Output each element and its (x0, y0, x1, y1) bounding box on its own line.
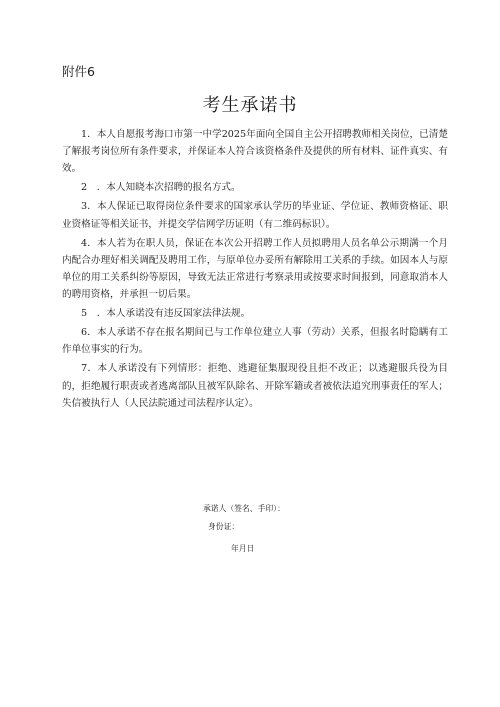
signer-label: 承诺人（签名、手印）： (203, 504, 285, 513)
pledge-clause-4: 4．本人若为在职人员，保证在本次公开招聘工作人员拟聘用人员名单公示期满一个月内配合办理好相关调配及聘用工作，与原单位办妥所有解除用工关系的手续。如因本人与原单位的用工关系纠纷等原因，导致无法正常进行考察录用或按要求时间报到，同意取消本人的聘用资格，并承担一切后果。 (62, 237, 448, 301)
attachment-label: 附件6 (62, 64, 95, 79)
pledge-clause-5: 5 ．本人承诺没有违反国家法律法规。 (81, 308, 251, 320)
date-label: 年月日 (231, 544, 255, 553)
pledge-clause-7: 7．本人承诺没有下列情形：拒绝、逃避征集服现役且拒不改正；以逃避服兵役为目的，拒绝履行职责或者逃离部队且被军队除名、开除军籍或者被依法追究刑事责任的军人；失信被执行人（人民法院通过司法程序认定）。 (62, 363, 448, 409)
pledge-clause-2: 2 ．本人知晓本次招聘的报名方式。 (81, 182, 241, 194)
pledge-clause-1: 1．本人自愿报考海口市第一中学2025年面向全国自主公开招聘教师相关岗位，已清楚了解报考岗位所有条件要求，并保证本人符合该资格条件及提供的所有材料、证件真实、有效。 (62, 129, 448, 175)
pledge-clause-3: 3．本人保证已取得岗位条件要求的国家承认学历的毕业证、学位证、教师资格证、职业资格证等相关证书，并提交学信网学历证明（有二维码标识）。 (62, 201, 448, 230)
document-title: 考生承诺书 (202, 95, 298, 116)
id-number-label: 身份证： (208, 522, 240, 531)
pledge-clause-6: 6．本人承诺不存在报名期间已与工作单位建立人事（劳动）关系，但报名时隐瞒有工作单位事实的行为。 (62, 327, 448, 356)
pledge-body (62, 126, 448, 414)
